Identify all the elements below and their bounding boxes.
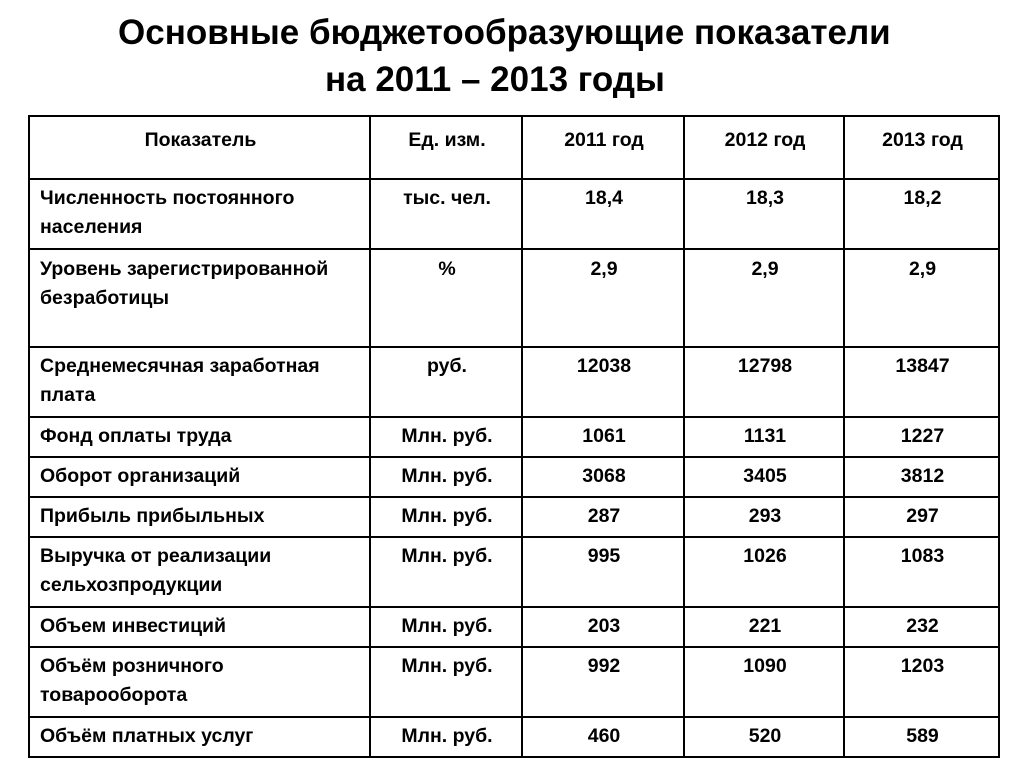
value-2011: 995 bbox=[522, 537, 684, 607]
value-2013: 589 bbox=[844, 717, 999, 757]
unit-cell: Млн. руб. bbox=[370, 497, 522, 537]
value-2012: 3405 bbox=[684, 457, 844, 497]
value-2012: 1131 bbox=[684, 417, 844, 457]
table-row bbox=[29, 607, 999, 647]
value-2013: 1203 bbox=[844, 647, 999, 717]
page-title-line-1: Основные бюджетообразующие показатели bbox=[118, 13, 891, 52]
table-row bbox=[29, 647, 999, 717]
indicator-name: Прибыль прибыльных bbox=[29, 497, 370, 537]
value-2012: 2,9 bbox=[684, 249, 844, 347]
indicator-name: Объем инвестиций bbox=[29, 607, 370, 647]
value-2013: 297 bbox=[844, 497, 999, 537]
value-2011: 1061 bbox=[522, 417, 684, 457]
value-2012: 1026 bbox=[684, 537, 844, 607]
unit-cell: Млн. руб. bbox=[370, 537, 522, 607]
table-row bbox=[29, 457, 999, 497]
indicator-name: Оборот организаций bbox=[29, 457, 370, 497]
indicator-name: Выручка от реализации сельхозпродукции bbox=[29, 537, 370, 607]
table-row bbox=[29, 497, 999, 537]
value-2011: 287 bbox=[522, 497, 684, 537]
value-2013: 13847 bbox=[844, 347, 999, 417]
indicator-name: Численность постоянного населения bbox=[29, 179, 370, 249]
unit-cell: тыс. чел. bbox=[370, 179, 522, 249]
indicator-name: Объём платных услуг bbox=[29, 717, 370, 757]
indicator-name: Уровень зарегистрированной безработицы bbox=[29, 249, 370, 347]
value-2013: 1227 bbox=[844, 417, 999, 457]
value-2011: 3068 bbox=[522, 457, 684, 497]
header-2013: 2013 год bbox=[844, 116, 999, 179]
value-2013: 18,2 bbox=[844, 179, 999, 249]
table-row bbox=[29, 179, 999, 249]
value-2012: 18,3 bbox=[684, 179, 844, 249]
value-2012: 520 bbox=[684, 717, 844, 757]
indicators-table bbox=[28, 115, 1000, 758]
unit-cell: руб. bbox=[370, 347, 522, 417]
value-2011: 18,4 bbox=[522, 179, 684, 249]
table-row bbox=[29, 347, 999, 417]
value-2013: 3812 bbox=[844, 457, 999, 497]
indicator-name: Фонд оплаты труда bbox=[29, 417, 370, 457]
table-row bbox=[29, 249, 999, 347]
unit-cell: Млн. руб. bbox=[370, 647, 522, 717]
table-row bbox=[29, 717, 999, 757]
value-2012: 12798 bbox=[684, 347, 844, 417]
page-title-line-2: на 2011 – 2013 годы bbox=[325, 60, 665, 99]
value-2012: 1090 bbox=[684, 647, 844, 717]
value-2013: 2,9 bbox=[844, 249, 999, 347]
value-2012: 221 bbox=[684, 607, 844, 647]
value-2011: 460 bbox=[522, 717, 684, 757]
unit-cell: Млн. руб. bbox=[370, 607, 522, 647]
header-2012: 2012 год bbox=[684, 116, 844, 179]
unit-cell: Млн. руб. bbox=[370, 417, 522, 457]
unit-cell: % bbox=[370, 249, 522, 347]
value-2011: 12038 bbox=[522, 347, 684, 417]
value-2013: 1083 bbox=[844, 537, 999, 607]
header-2011: 2011 год bbox=[522, 116, 684, 179]
indicator-name: Среднемесячная заработная плата bbox=[29, 347, 370, 417]
table-header-row bbox=[29, 116, 999, 179]
indicator-name: Объём розничного товарооборота bbox=[29, 647, 370, 717]
value-2011: 203 bbox=[522, 607, 684, 647]
unit-cell: Млн. руб. bbox=[370, 457, 522, 497]
value-2011: 992 bbox=[522, 647, 684, 717]
table-row bbox=[29, 417, 999, 457]
value-2012: 293 bbox=[684, 497, 844, 537]
value-2011: 2,9 bbox=[522, 249, 684, 347]
header-indicator: Показатель bbox=[29, 116, 370, 179]
value-2013: 232 bbox=[844, 607, 999, 647]
table-row bbox=[29, 537, 999, 607]
header-unit: Ед. изм. bbox=[370, 116, 522, 179]
unit-cell: Млн. руб. bbox=[370, 717, 522, 757]
